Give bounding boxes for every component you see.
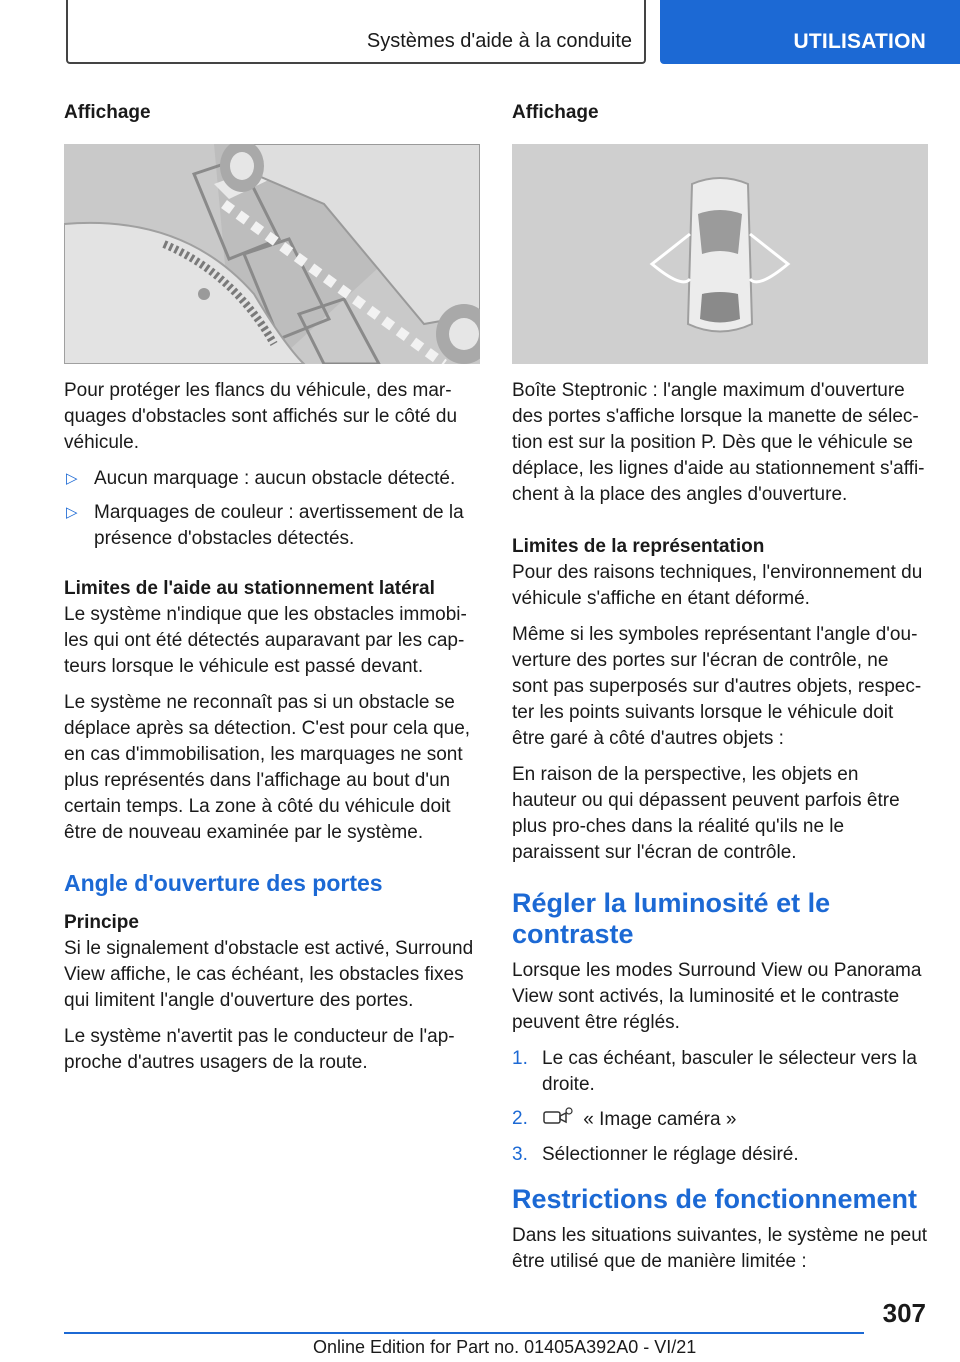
page-number: 307 [882,1298,926,1328]
left-column [64,100,480,1086]
header-chapter-title: UTILISATION [793,30,926,53]
paragraph: Lorsque les modes Surround View ou Panorama View sont activés, la luminosité et le contraste peuvent être réglés. [512,960,922,1033]
step-text: Le cas échéant, basculer le sélecteur vers la droite. [542,1048,917,1095]
section-heading-display: Affichage [512,102,599,123]
section-heading-doors: Angle d'ouverture des portes [64,870,383,896]
side-parking-illustration [64,144,480,364]
paragraph: Pour des raisons techniques, l'environnement du véhicule s'affiche en étant déformé. [512,562,923,609]
paragraph: Pour protéger les flancs du véhicule, des mar-quages d'obstacles sont affichés sur le côté du véhicule. [64,380,458,453]
triangle-bullet-icon: ▷ [66,470,78,487]
step-number: 2. [512,1108,528,1129]
list-item [64,466,480,492]
section-heading-brightness: Régler la luminosité et le contraste [512,888,831,949]
list-item-text: Marquages de couleur : avertissement de la présence d'obstacles détectés. [94,502,464,549]
step-item [512,1046,928,1098]
step-text: « Image caméra » [583,1109,737,1131]
door-opening-angle-icon [512,144,928,364]
camera-settings-icon [542,1106,578,1134]
footer-edition: Online Edition for Part no. 01405A392A0 - VI/21 [313,1337,697,1357]
subheading-limits: Limites de la représentation [512,536,765,557]
subheading-principle: Principe [64,912,139,933]
step-item [512,1142,928,1168]
step-number: 3. [512,1144,528,1165]
side-parking-display-icon [64,144,480,364]
section-heading-display: Affichage [64,102,151,123]
step-item [512,1106,928,1134]
paragraph: Le système n'indique que les obstacles immobi-les qui ont été détectés auparavant par les cap-teurs lorsque le véhicule est passé devant. [64,604,467,677]
triangle-bullet-icon: ▷ [66,504,78,521]
header-section-title: Systèmes d'aide à la conduite [366,30,632,52]
subheading-limits: Limites de l'aide au stationnement latéral [64,578,435,599]
paragraph: Si le signalement d'obstacle est activé, Surround View affiche, le cas échéant, les obstacles fixes qui limitent l'angle d'ouverture des portes. [64,938,474,1011]
step-number: 1. [512,1048,528,1069]
header-chapter-tab [660,0,960,64]
step-text: Sélectionner le réglage désiré. [542,1144,799,1165]
list-item [64,500,480,552]
paragraph: Même si les symboles représentant l'angle d'ou-verture des portes sur l'écran de contrôle, ne sont pas superposés sur d'autres objets, respec-ter les points suivants lorsque le véhicule doit être garé à côté d'autres objets : [512,624,922,749]
right-column [512,100,928,1285]
paragraph: En raison de la perspective, les objets en hauteur ou qui dépassent peuvent parfois être plus pro-ches dans la réalité qu'ils ne le paraissent sur l'écran de contrôle. [512,764,900,863]
list-item-text: Aucun marquage : aucun obstacle détecté. [94,468,456,489]
paragraph: Dans les situations suivantes, le système ne peut être utilisé que de manière limitée : [512,1225,928,1272]
header-section-box [66,0,646,64]
section-heading-restrictions: Restrictions de fonctionnement [512,1184,918,1214]
paragraph: Le système n'avertit pas le conducteur de l'ap-proche d'autres usagers de la route. [64,1026,455,1073]
footer-divider [64,1332,864,1334]
paragraph: Le système ne reconnaît pas si un obstacle se déplace après sa détection. C'est pour cela que, en cas d'immobilisation, les marquages ne sont plus représentés dans l'affichage au bout d'un certain temps. La zone à côté du véhicule doit être de nouveau examinée par le système. [64,692,471,843]
door-opening-illustration [512,144,928,364]
paragraph: Boîte Steptronic : l'angle maximum d'ouverture des portes s'affiche lorsque la manette de sélec-tion est sur la position P. Dès que le véhicule se déplace, les lignes d'aide au stationnement s'affi-chent à la place des angles d'ouverture. [512,380,925,505]
